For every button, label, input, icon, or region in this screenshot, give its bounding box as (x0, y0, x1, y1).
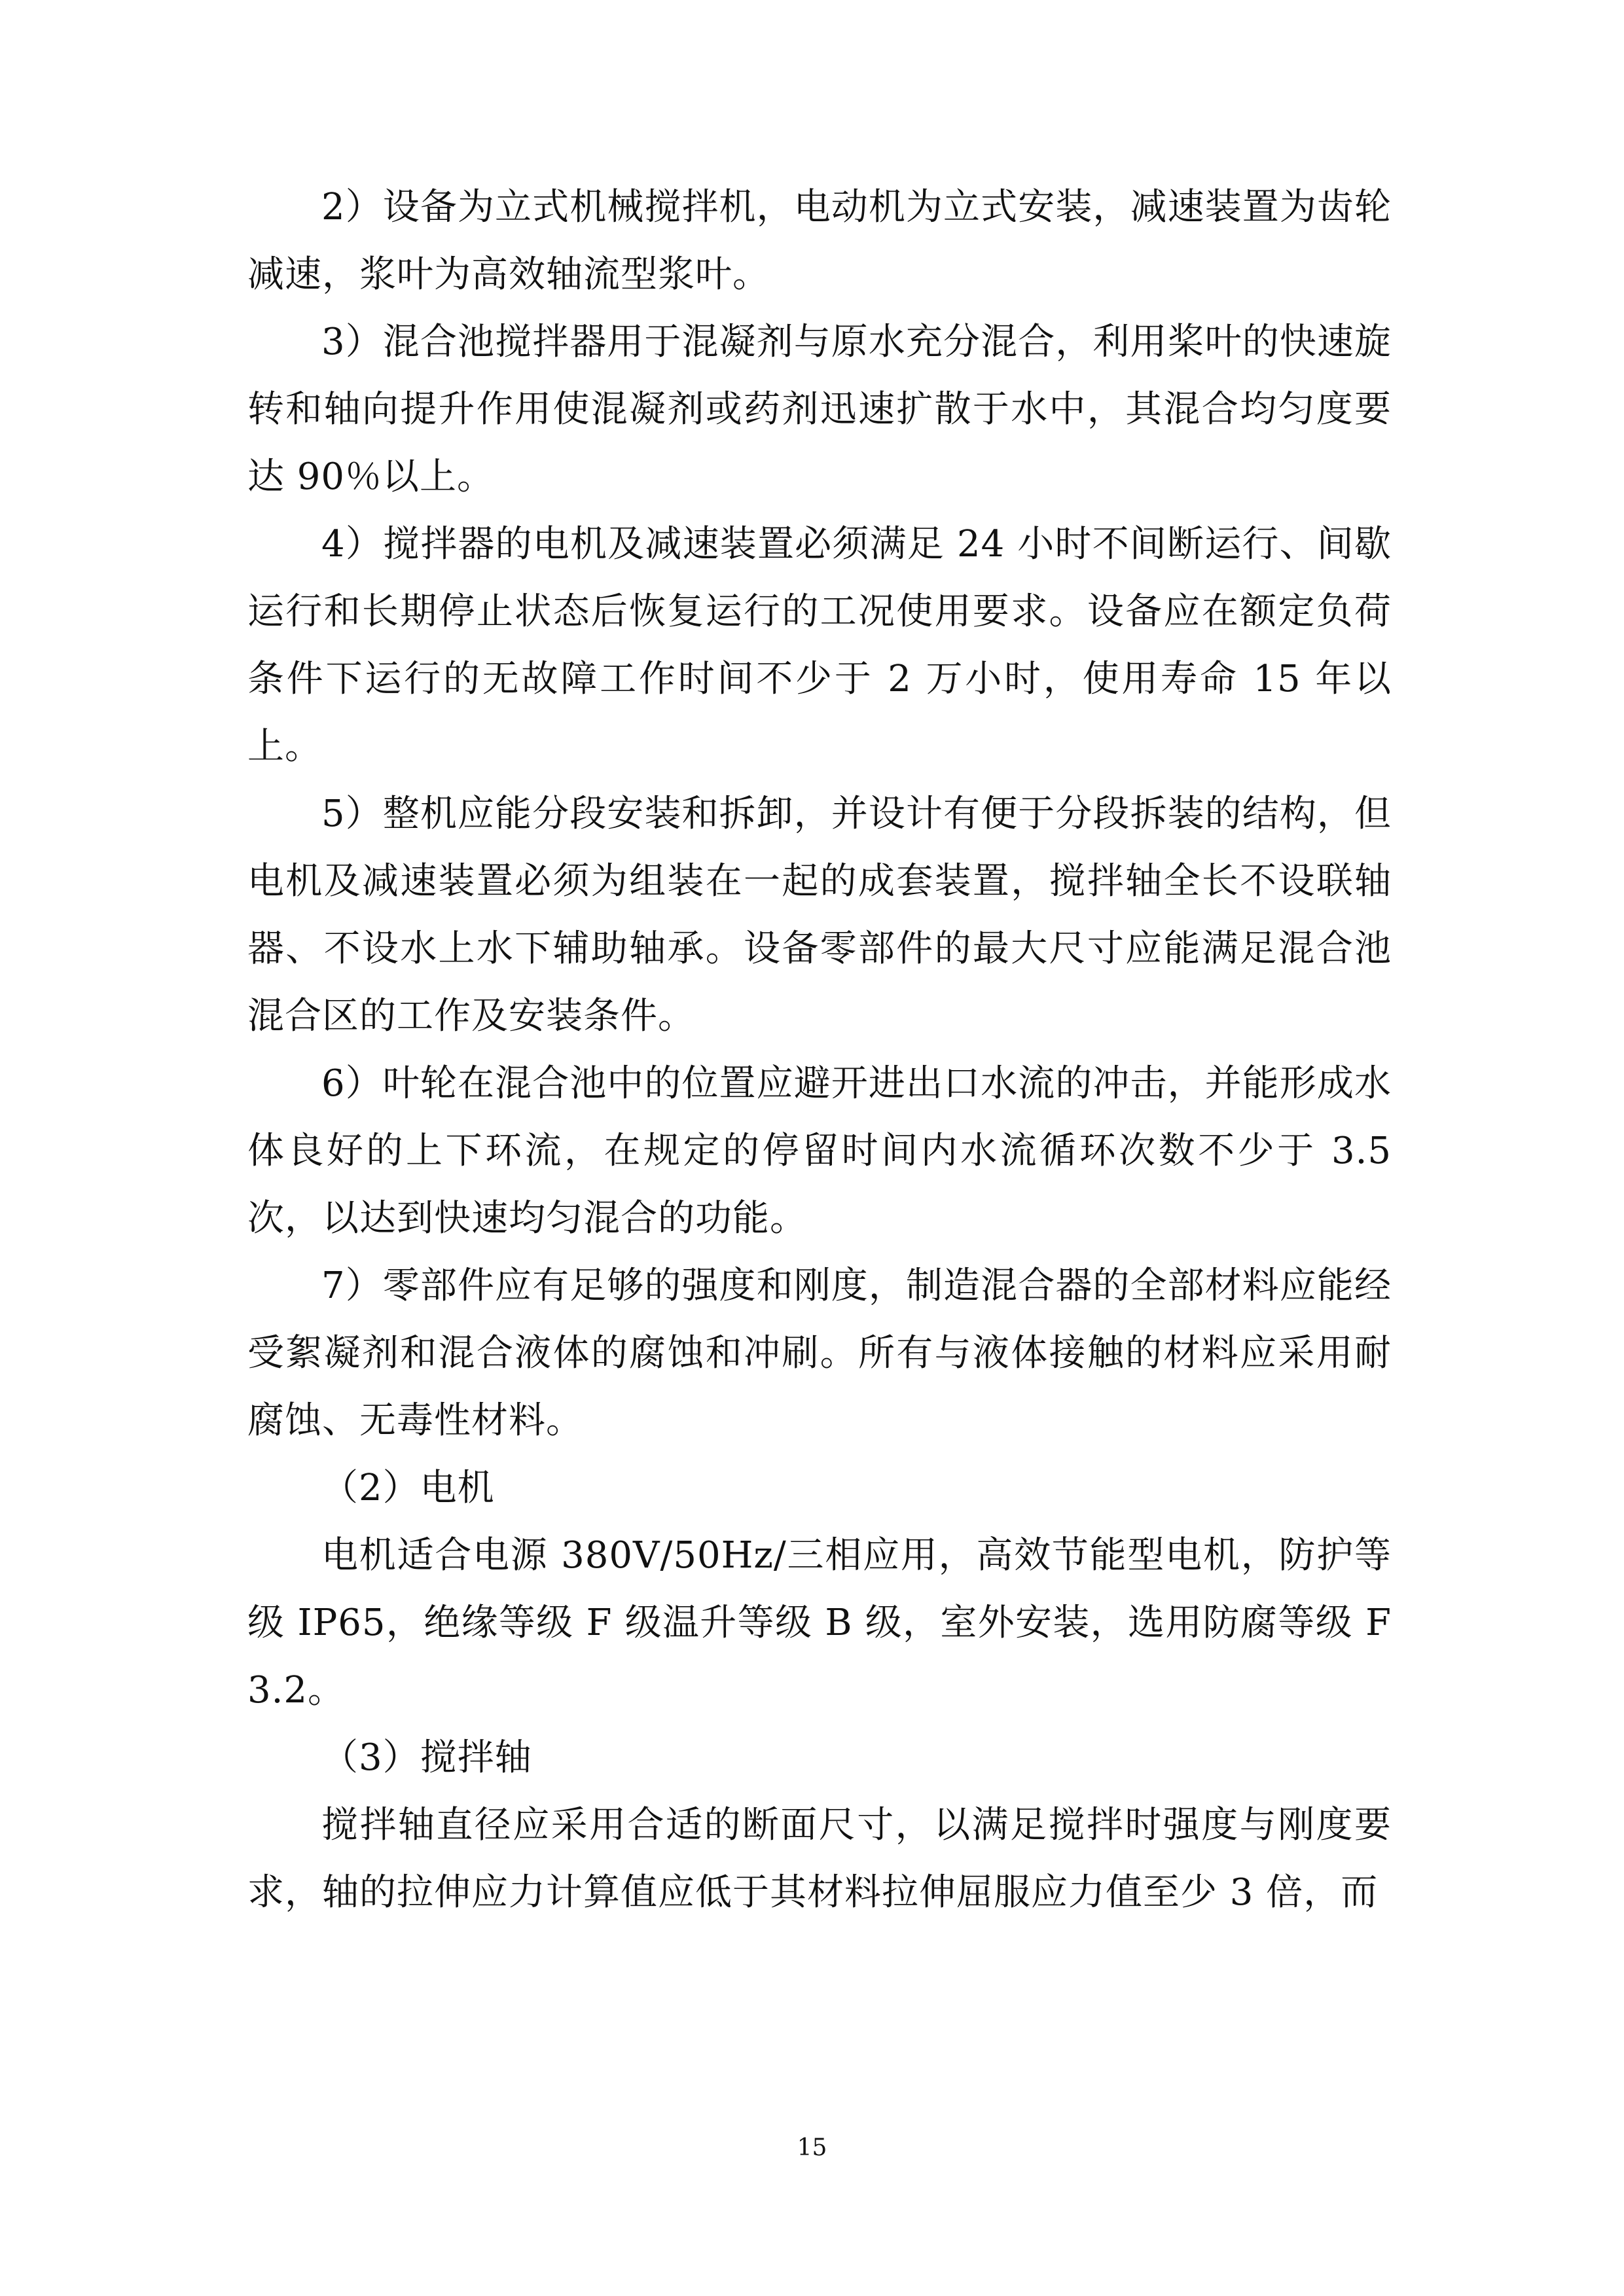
paragraph-item-5: 5）整机应能分段安装和拆卸，并设计有便于分段拆装的结构，但电机及减速装置必须为组装在一起的成套装置，搅拌轴全长不设联轴器、不设水上水下辅助轴承。设备零部件的最大尺寸应能满足混合池混合区的工作及安装条件。 (247, 793, 1392, 1037)
paragraph-motor-spec: 电机适合电源 380V/50Hz/三相应用，高效节能型电机，防护等级 IP65，绝缘等级 F 级温升等级 B 级，室外安装，选用防腐等级 F3.2。 (247, 1534, 1392, 1712)
section-heading-motor: （2）电机 (321, 1467, 495, 1509)
paragraph-item-4: 4）搅拌器的电机及减速装置必须满足 24 小时不间断运行、间歇运行和长期停止状态后恢复运行的工况使用要求。设备应在额定负荷条件下运行的无故障工作时间不少于 2 万小时，使用寿命 15 年以上。 (247, 523, 1392, 768)
paragraph-item-7: 7）零部件应有足够的强度和刚度，制造混合器的全部材料应能经受絮凝剂和混合液体的腐蚀和冲刷。所有与液体接触的材料应采用耐腐蚀、无毒性材料。 (247, 1265, 1392, 1442)
paragraph-shaft-spec: 搅拌轴直径应采用合适的断面尺寸，以满足搅拌时强度与刚度要求，轴的拉伸应力计算值应低于其材料拉伸屈服应力值至少 3 倍，而 (247, 1804, 1392, 1914)
body-text (247, 173, 1392, 1926)
paragraph-item-6: 6）叶轮在混合池中的位置应避开进出口水流的冲击，并能形成水体良好的上下环流，在规定的停留时间内水流循环次数不少于 3.5 次，以达到快速均匀混合的功能。 (247, 1062, 1392, 1240)
paragraph-item-3: 3）混合池搅拌器用于混凝剂与原水充分混合，利用桨叶的快速旋转和轴向提升作用使混凝剂或药剂迅速扩散于水中，其混合均匀度要达 90％以上。 (247, 321, 1392, 498)
paragraph-item-2: 2）设备为立式机械搅拌机，电动机为立式安装，减速装置为齿轮减速，浆叶为高效轴流型浆叶。 (247, 186, 1392, 296)
page-number: 15 (797, 2134, 827, 2161)
section-heading-shaft: （3）搅拌轴 (321, 1736, 532, 1779)
